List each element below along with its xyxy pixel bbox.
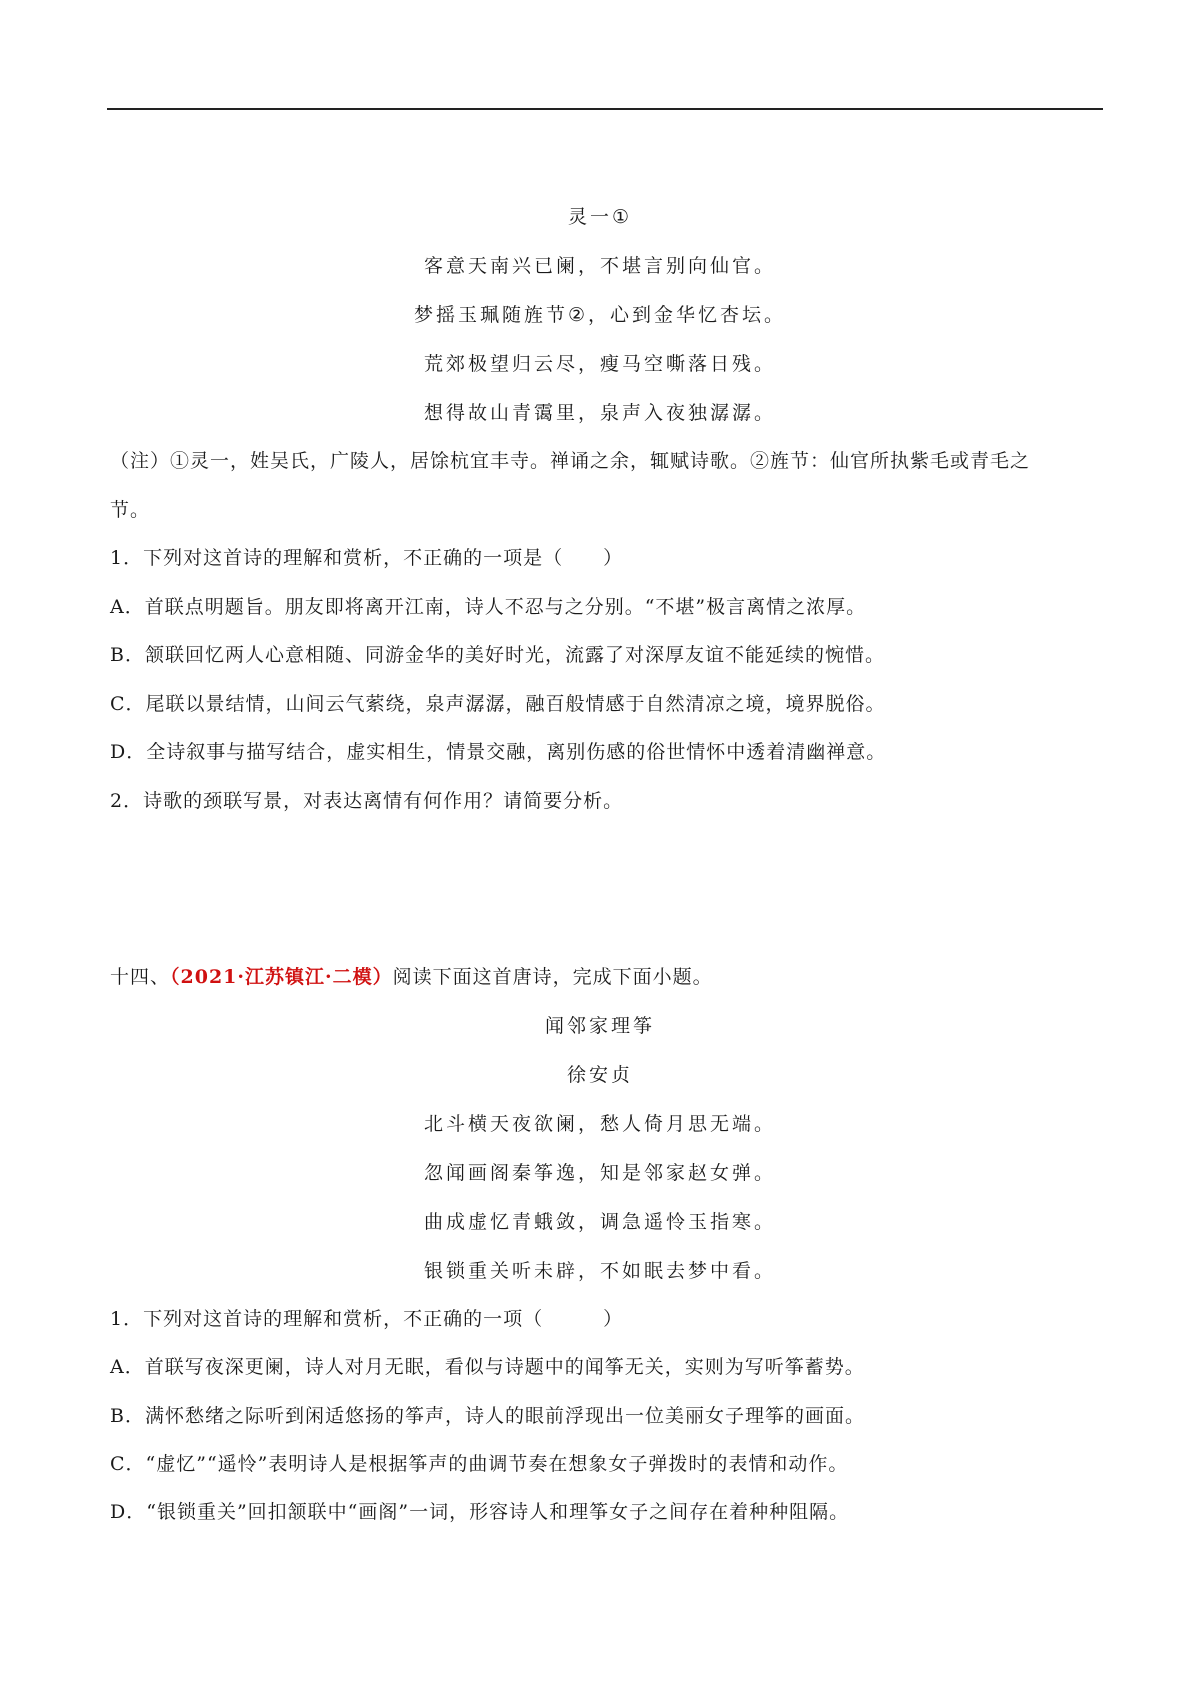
section-heading xyxy=(110,965,713,989)
option-a-b: A．首联写夜深更阑，诗人对月无眠，看似与诗题中的闻筝无关，实则为写听筝蓄势。 xyxy=(110,1356,865,1378)
poem1-line-3: 荒郊极望归云尽，瘦马空嘶落日残。 xyxy=(423,353,776,375)
note-line-2: 节。 xyxy=(110,499,151,521)
note-line-1: （注）①灵一，姓吴氏，广陵人，居馀杭宜丰寺。禅诵之余，辄赋诗歌。②旌节：仙官所执紫毛或青毛之 xyxy=(110,450,1031,472)
section-number: 十四、 xyxy=(110,966,171,988)
option-a: A．首联点明题旨。朋友即将离开江南，诗人不忍与之分别。“不堪”极言离情之浓厚。 xyxy=(110,596,867,618)
question-2: 2．诗歌的颈联写景，对表达离情有何作用？请简要分析。 xyxy=(110,790,624,812)
poem2-line-2: 忽闻画阁秦筝逸，知是邻家赵女弹。 xyxy=(423,1162,776,1184)
poem2-line-3: 曲成虚忆青蛾敛，调急遥怜玉指寒。 xyxy=(423,1211,776,1233)
question-1: 1．下列对这首诗的理解和赏析，不正确的一项是（ ） xyxy=(110,547,624,569)
instruction: 阅读下面这首唐诗，完成下面小题。 xyxy=(392,966,713,988)
poem2-title: 闻邻家理筝 xyxy=(544,1015,655,1037)
source-tag: （2021·江苏镇江·二模） xyxy=(170,966,393,988)
poem1-title: 灵一① xyxy=(567,206,633,228)
poem2-line-4: 银锁重关听未辟，不如眠去梦中看。 xyxy=(423,1260,776,1282)
poem1-line-2: 梦摇玉珮随旌节②，心到金华忆杏坛。 xyxy=(413,304,787,326)
poem1-line-1: 客意天南兴已阑，不堪言别向仙官。 xyxy=(423,255,776,277)
poem1-line-4: 想得故山青霭里，泉声入夜独潺潺。 xyxy=(423,402,776,424)
option-d: D．全诗叙事与描写结合，虚实相生，情景交融，离别伤感的俗世情怀中透着清幽禅意。 xyxy=(110,741,887,763)
question-1-b: 1．下列对这首诗的理解和赏析，不正确的一项（ ） xyxy=(110,1308,624,1330)
poem2-author: 徐安贞 xyxy=(566,1064,633,1086)
option-d-b: D．“银锁重关”回扣颔联中“画阁”一词，形容诗人和理筝女子之间存在着种种阻隔。 xyxy=(110,1501,850,1523)
option-c: C．尾联以景结情，山间云气萦绕，泉声潺潺，融百般情感于自然清凉之境，境界脱俗。 xyxy=(110,693,886,715)
option-c-b: C．“虚忆”“遥怜”表明诗人是根据筝声的曲调节奏在想象女子弹拨时的表情和动作。 xyxy=(110,1453,849,1475)
option-b-b: B．满怀愁绪之际听到闲适悠扬的筝声，诗人的眼前浮现出一位美丽女子理筝的画面。 xyxy=(110,1405,865,1427)
option-b: B．颔联回忆两人心意相随、同游金华的美好时光，流露了对深厚友谊不能延续的惋惜。 xyxy=(110,644,885,666)
poem2-line-1: 北斗横天夜欲阑，愁人倚月思无端。 xyxy=(423,1113,776,1135)
header-rule xyxy=(107,108,1103,110)
